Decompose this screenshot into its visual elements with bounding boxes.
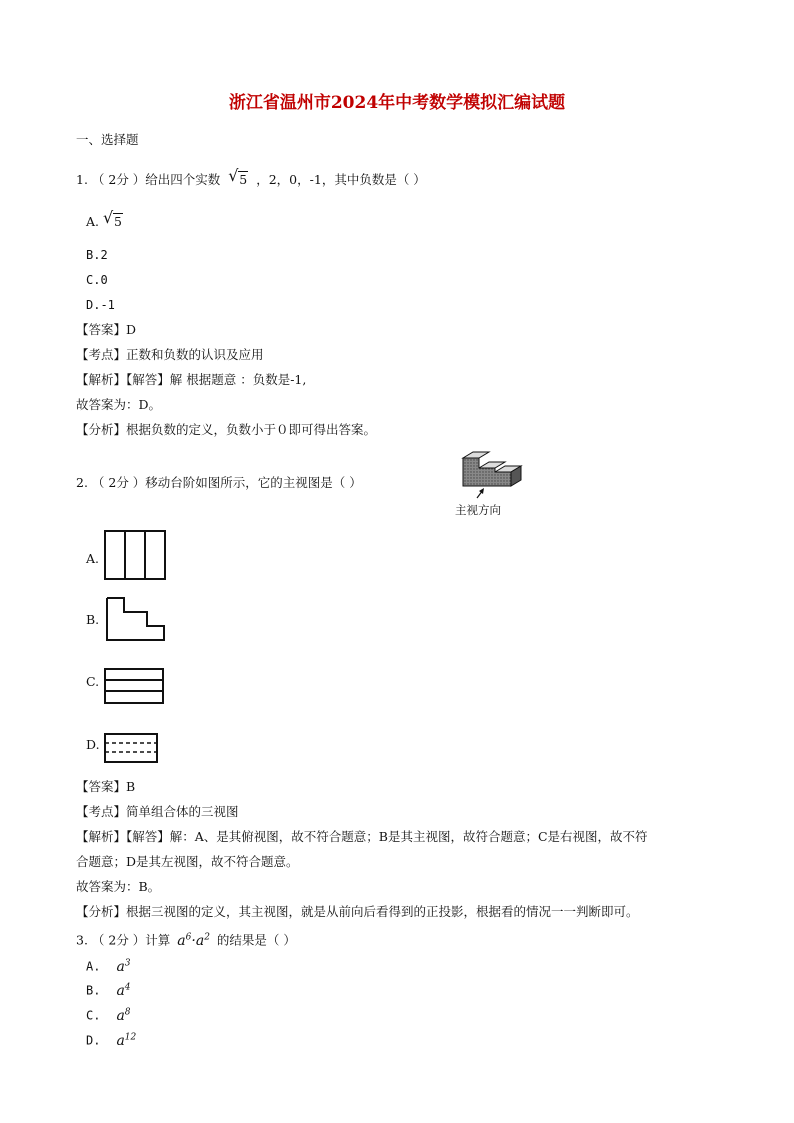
q3-option-b-exp: 4 — [124, 982, 131, 992]
q3-option-d — [86, 1029, 136, 1049]
q1-jiexi: 【解析】【解答】解 根据题意 ：负数是-1, — [76, 372, 307, 387]
q3-option-c-value — [116, 1008, 130, 1024]
q1-kaodian: 【考点】正数和负数的认识及应用 — [76, 347, 264, 362]
q3-option-a-base: a — [116, 958, 125, 975]
q1-option-a-radicand: 5 — [114, 214, 122, 229]
radical-sign-icon: √ — [228, 166, 239, 185]
q2-option-b-label: B. — [86, 612, 100, 627]
q3-option-c-base: a — [116, 1007, 125, 1024]
q3-option-d-label: D. — [86, 1033, 101, 1048]
q1-jiexi-conclusion: 故答案为：D。 — [76, 397, 162, 412]
three-column-rect-icon — [102, 528, 168, 582]
q2-stem: 2. （ 2分 ）移动台阶如图所示，它的主视图是（ ） — [76, 475, 362, 490]
q2-fenxi: 【分析】根据三视图的定义，其主视图，就是从前向后看得到的正投影，根据看的情况一一判断即可。 — [76, 904, 639, 919]
q2-jiexi-conclusion: 故答案为：B。 — [76, 879, 161, 894]
q3-option-b-base: a — [116, 982, 125, 999]
q1-option-d: D.-1 — [86, 298, 115, 312]
q3-option-c-label: C. — [86, 1008, 101, 1023]
q3-option-d-value — [116, 1033, 136, 1049]
q3-stem — [76, 929, 296, 949]
q1-option-a-label: A. — [86, 214, 100, 229]
q3-expression: $a^6\cdot a^2$ — [177, 932, 210, 949]
sqrt5-expression — [228, 166, 248, 188]
q2-option-d-figure — [102, 718, 168, 771]
section-heading: 一、选择题 — [76, 132, 139, 147]
view-direction-label: 主视方向 — [455, 503, 501, 517]
q3-option-a-value — [116, 959, 130, 975]
q2-option-c-label: C. — [86, 674, 100, 689]
radical-sign-icon: √ — [103, 208, 114, 227]
stair-profile-icon — [102, 592, 168, 644]
q3-option-a — [86, 955, 131, 975]
q2-option-b-figure — [102, 592, 168, 647]
q1-stem-suffix: ，2，0，-1，其中负数是（ ） — [256, 172, 426, 187]
q1-option-b: B.2 — [86, 248, 108, 262]
q3-option-a-exp: 3 — [124, 958, 131, 968]
q3-option-d-exp: 12 — [124, 1032, 137, 1042]
document-title: 浙江省温州市2024年中考数学模拟汇编试题 — [228, 93, 566, 113]
q2-jiexi-line2: 合题意；D是其左视图，故不符合题意。 — [76, 854, 299, 869]
q1-answer: 【答案】D — [76, 322, 137, 337]
q3-option-d-base: a — [116, 1032, 125, 1049]
q3-stem-prefix: 3. （ 2分 ）计算 — [76, 932, 171, 948]
q3-option-c — [86, 1004, 131, 1024]
q1-option-c: C.0 — [86, 273, 108, 287]
q2-option-c-figure — [102, 657, 168, 710]
q3-option-b — [86, 979, 131, 999]
q2-jiexi-line1: 【解析】【解答】解：A、是其俯视图，故不符合题意；B是其主视图，故符合题意；C是右视图，故不符 — [76, 829, 648, 844]
dashed-rows-rect-icon — [102, 718, 168, 768]
q1-option-a — [86, 208, 123, 230]
q2-kaodian: 【考点】简单组合体的三视图 — [76, 804, 239, 819]
q3-option-b-label: B. — [86, 983, 101, 998]
q1-fenxi: 【分析】根据负数的定义，负数小于０即可得出答案。 — [76, 422, 377, 437]
q2-option-d-label: D. — [86, 737, 100, 752]
q3-stem-suffix: 的结果是（ ） — [216, 932, 296, 948]
q2-option-a-figure — [102, 528, 168, 585]
radicand: 5 — [239, 172, 248, 187]
q3-option-a-label: A. — [86, 959, 101, 974]
q2-answer: 【答案】B — [76, 779, 136, 794]
staircase-figure — [455, 450, 530, 520]
q3-option-c-exp: 8 — [124, 1007, 131, 1017]
three-row-rect-icon — [102, 657, 168, 707]
q1-stem-prefix: 1. （ 2分 ）给出四个实数 — [76, 172, 221, 187]
q3-option-b-value — [116, 983, 130, 999]
q2-option-a-label: A. — [86, 551, 100, 566]
q1-stem — [76, 166, 426, 188]
q1-option-a-sqrt — [103, 208, 123, 230]
